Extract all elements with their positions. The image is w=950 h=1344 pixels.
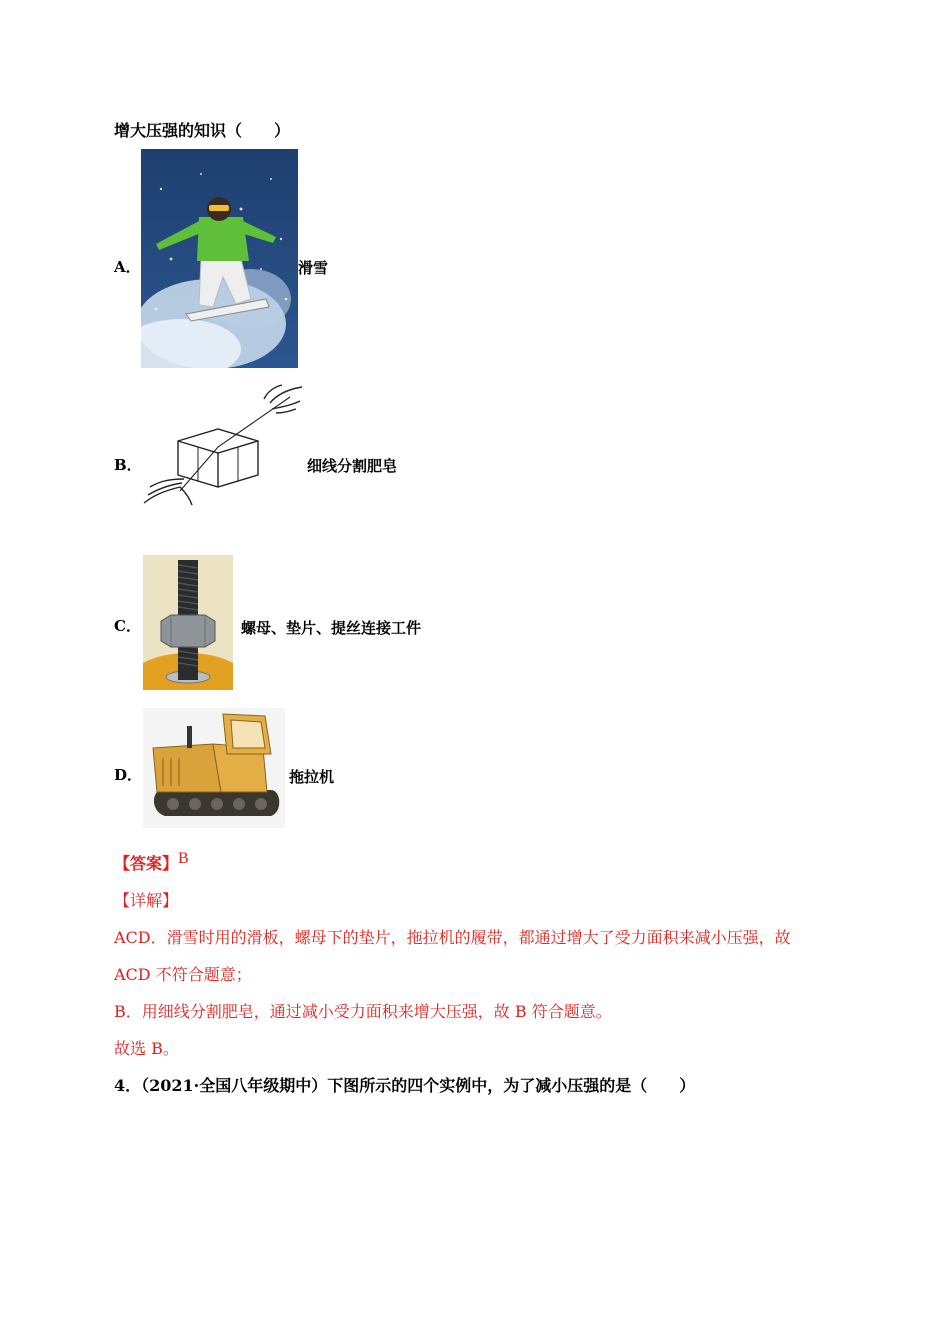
option-d-letter: D．	[114, 766, 143, 784]
answer-label: 【答案】	[114, 854, 179, 873]
explanation-line-2: ACD 不符合题意；	[114, 965, 252, 984]
question-4	[114, 1073, 695, 1096]
question-4-source: （2021·全国八年级期中）	[141, 1076, 328, 1095]
option-d-caption: 拖拉机	[289, 768, 335, 786]
option-a-letter: A．	[114, 258, 141, 276]
option-c-caption: 螺母、垫片、提丝连接工件	[241, 619, 422, 637]
option-b-letter: B．	[114, 456, 142, 474]
snowboarder-photo	[141, 149, 298, 368]
explanation-label: 【详解】	[114, 891, 179, 910]
question-4-number: 4．	[114, 1076, 142, 1095]
option-b-caption: 细线分割肥皂	[307, 457, 398, 475]
question-4-text: 下图所示的四个实例中，为了减小压强的是（ ）	[327, 1076, 696, 1095]
answer-value: B	[178, 850, 189, 867]
crawler-tractor-photo	[143, 708, 285, 828]
bolt-nut-washer-photo	[143, 555, 233, 690]
explanation-line-3: B．用细线分割肥皂，通过减小受力面积来增大压强，故 B 符合题意。	[114, 1002, 612, 1021]
thread-cutting-soap-drawing	[140, 383, 310, 509]
explanation-line-1: ACD．滑雪时用的滑板，螺母下的垫片，拖拉机的履带，都通过增大了受力面积来减小压强，故	[114, 928, 791, 947]
option-a-caption: 滑雪	[298, 259, 329, 277]
option-c-letter: C．	[114, 617, 141, 635]
explanation-line-4: 故选 B。	[114, 1039, 179, 1058]
question-stem: 增大压强的知识（ ）	[114, 121, 291, 140]
